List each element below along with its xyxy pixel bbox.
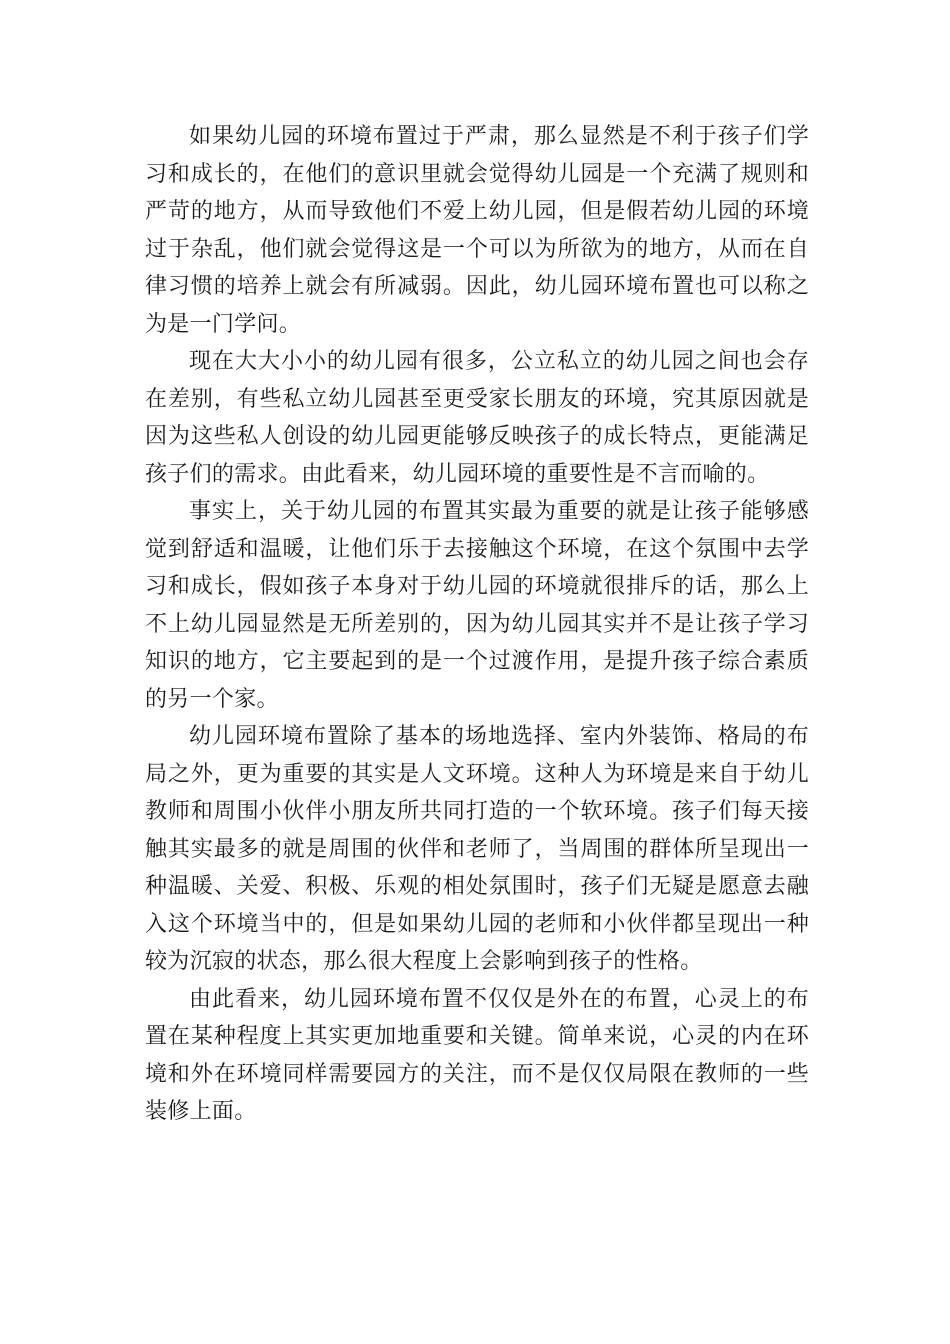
paragraph-4: 幼儿园环境布置除了基本的场地选择、室内外装饰、格局的布局之外，更为重要的其实是人文环境。这种人为环境是来自于幼儿教师和周围小伙伴小朋友所共同打造的一个软环境。孩子们每天接触其实最多的就是周围的伙伴和老师了，当周围的群体所呈现出一种温暖、关爱、积极、乐观的相处氛围时，孩子们无疑是愿意去融入这个环境当中的，但是如果幼儿园的老师和小伙伴都呈现出一种较为沉寂的状态，那么很大程度上会影响到孩子的性格。 (145, 724, 809, 974)
paragraph-1: 如果幼儿园的环境布置过于严肃，那么显然是不利于孩子们学习和成长的，在他们的意识里就会觉得幼儿园是一个充满了规则和严苛的地方，从而导致他们不爱上幼儿园，但是假若幼儿园的环境过于杂乱，他们就会觉得这是一个可以为所欲为的地方，从而在自律习惯的培养上就会有所减弱。因此，幼儿园环境布置也可以称之为是一门学问。 (145, 124, 809, 337)
paragraph-3: 事实上，关于幼儿园的布置其实最为重要的就是让孩子能够感觉到舒适和温暖，让他们乐于去接触这个环境，在这个氛围中去学习和成长，假如孩子本身对于幼儿园的环境就很排斥的话，那么上不上幼儿园显然是无所差别的，因为幼儿园其实并不是让孩子学习知识的地方，它主要起到的是一个过渡作用，是提升孩子综合素质的另一个家。 (145, 499, 809, 712)
document-body (145, 118, 809, 1131)
paragraph-2: 现在大大小小的幼儿园有很多，公立私立的幼儿园之间也会存在差别，有些私立幼儿园甚至更受家长朋友的环境，究其原因就是因为这些私人创设的幼儿园更能够反映孩子的成长特点，更能满足孩子们的需求。由此看来，幼儿园环境的重要性是不言而喻的。 (145, 349, 809, 487)
paragraph-5: 由此看来，幼儿园环境布置不仅仅是外在的布置，心灵上的布置在某种程度上其实更加地重要和关键。简单来说，心灵的内在环境和外在环境同样需要园方的关注，而不是仅仅局限在教师的一些装修上面。 (145, 986, 809, 1124)
